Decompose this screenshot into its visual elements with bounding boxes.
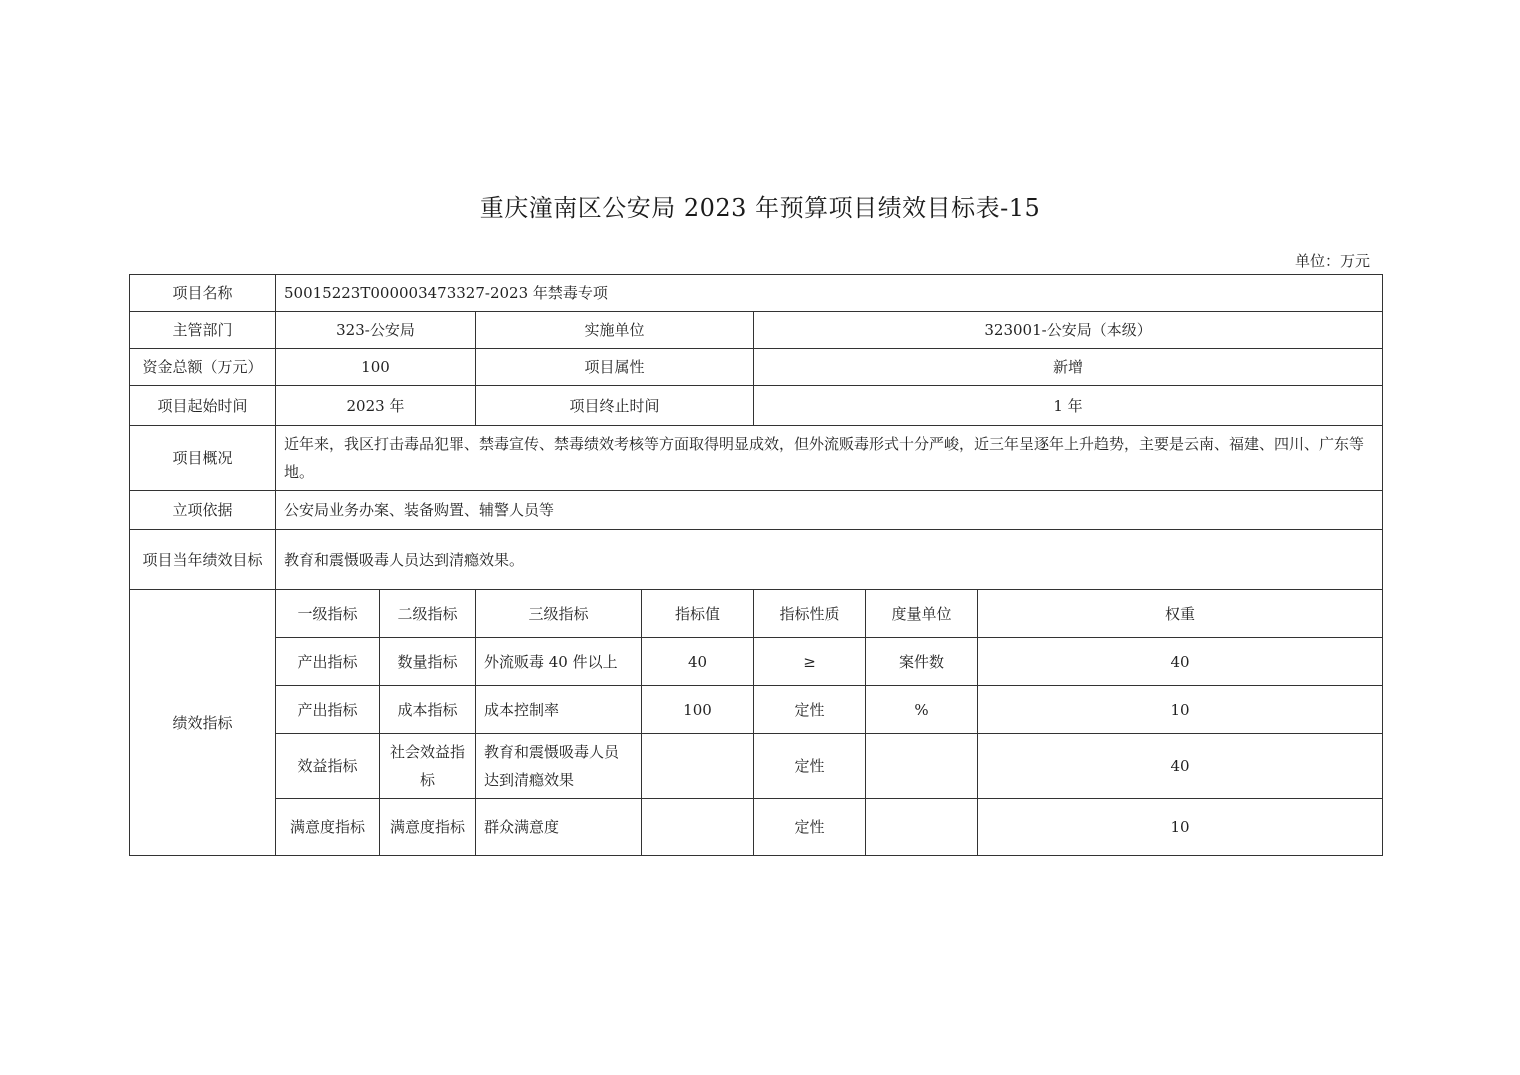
dept-label: 主管部门 bbox=[130, 312, 276, 349]
level3-cell: 外流贩毒 40 件以上 bbox=[476, 638, 642, 686]
nature-cell: 定性 bbox=[754, 686, 866, 734]
impl-value: 323001-公安局（本级） bbox=[754, 312, 1383, 349]
weight-cell: 10 bbox=[978, 686, 1383, 734]
indicators-section-label: 绩效指标 bbox=[130, 590, 276, 856]
level1-cell: 效益指标 bbox=[276, 734, 380, 799]
start-label: 项目起始时间 bbox=[130, 386, 276, 426]
weight-cell: 40 bbox=[978, 638, 1383, 686]
goal-value: 教育和震慑吸毒人员达到清瘾效果。 bbox=[276, 530, 1383, 590]
unit-label: 单位：万元 bbox=[1294, 252, 1370, 270]
table-row bbox=[130, 312, 1383, 349]
value-cell: 40 bbox=[642, 638, 754, 686]
table-row bbox=[130, 349, 1383, 386]
end-label: 项目终止时间 bbox=[476, 386, 754, 426]
nature-cell: 定性 bbox=[754, 734, 866, 799]
weight-cell: 40 bbox=[978, 734, 1383, 799]
table-row bbox=[130, 530, 1383, 590]
level3-cell: 群众满意度 bbox=[476, 799, 642, 856]
level2-cell: 满意度指标 bbox=[380, 799, 476, 856]
table-row bbox=[130, 491, 1383, 530]
impl-label: 实施单位 bbox=[476, 312, 754, 349]
basis-label: 立项依据 bbox=[130, 491, 276, 530]
value-cell bbox=[642, 734, 754, 799]
goal-label: 项目当年绩效目标 bbox=[130, 530, 276, 590]
header-value: 指标值 bbox=[642, 590, 754, 638]
nature-cell: 定性 bbox=[754, 799, 866, 856]
project-name-label: 项目名称 bbox=[130, 275, 276, 312]
level2-cell: 社会效益指标 bbox=[380, 734, 476, 799]
fund-value: 100 bbox=[276, 349, 476, 386]
end-value: 1 年 bbox=[754, 386, 1383, 426]
dept-value: 323-公安局 bbox=[276, 312, 476, 349]
attr-value: 新增 bbox=[754, 349, 1383, 386]
level2-cell: 数量指标 bbox=[380, 638, 476, 686]
indicator-row bbox=[130, 734, 1383, 799]
unit-cell bbox=[866, 799, 978, 856]
project-name-value: 50015223T000003473327-2023 年禁毒专项 bbox=[276, 275, 1383, 312]
unit-cell: 案件数 bbox=[866, 638, 978, 686]
weight-cell: 10 bbox=[978, 799, 1383, 856]
page-title: 重庆潼南区公安局 2023 年预算项目绩效目标表-15 bbox=[479, 194, 1041, 222]
header-level3: 三级指标 bbox=[476, 590, 642, 638]
value-cell: 100 bbox=[642, 686, 754, 734]
header-nature: 指标性质 bbox=[754, 590, 866, 638]
level3-cell: 教育和震慑吸毒人员达到清瘾效果 bbox=[476, 734, 642, 799]
nature-cell: ≥ bbox=[754, 638, 866, 686]
unit-cell bbox=[866, 734, 978, 799]
indicator-row bbox=[130, 799, 1383, 856]
fund-label: 资金总额（万元） bbox=[130, 349, 276, 386]
attr-label: 项目属性 bbox=[476, 349, 754, 386]
header-level1: 一级指标 bbox=[276, 590, 380, 638]
table-row bbox=[130, 275, 1383, 312]
basis-value: 公安局业务办案、装备购置、辅警人员等 bbox=[276, 491, 1383, 530]
level3-cell: 成本控制率 bbox=[476, 686, 642, 734]
value-cell bbox=[642, 799, 754, 856]
indicator-header-row bbox=[130, 590, 1383, 638]
indicator-row bbox=[130, 686, 1383, 734]
unit-cell: % bbox=[866, 686, 978, 734]
performance-table bbox=[129, 274, 1383, 856]
level1-cell: 产出指标 bbox=[276, 638, 380, 686]
overview-label: 项目概况 bbox=[130, 426, 276, 491]
table-row bbox=[130, 386, 1383, 426]
level1-cell: 满意度指标 bbox=[276, 799, 380, 856]
header-weight: 权重 bbox=[978, 590, 1383, 638]
level1-cell: 产出指标 bbox=[276, 686, 380, 734]
start-value: 2023 年 bbox=[276, 386, 476, 426]
overview-value: 近年来，我区打击毒品犯罪、禁毒宣传、禁毒绩效考核等方面取得明显成效，但外流贩毒形式十分严峻，近三年呈逐年上升趋势，主要是云南、福建、四川、广东等地。 bbox=[276, 426, 1383, 491]
indicator-row bbox=[130, 638, 1383, 686]
level2-cell: 成本指标 bbox=[380, 686, 476, 734]
table-row bbox=[130, 426, 1383, 491]
header-level2: 二级指标 bbox=[380, 590, 476, 638]
header-unit: 度量单位 bbox=[866, 590, 978, 638]
